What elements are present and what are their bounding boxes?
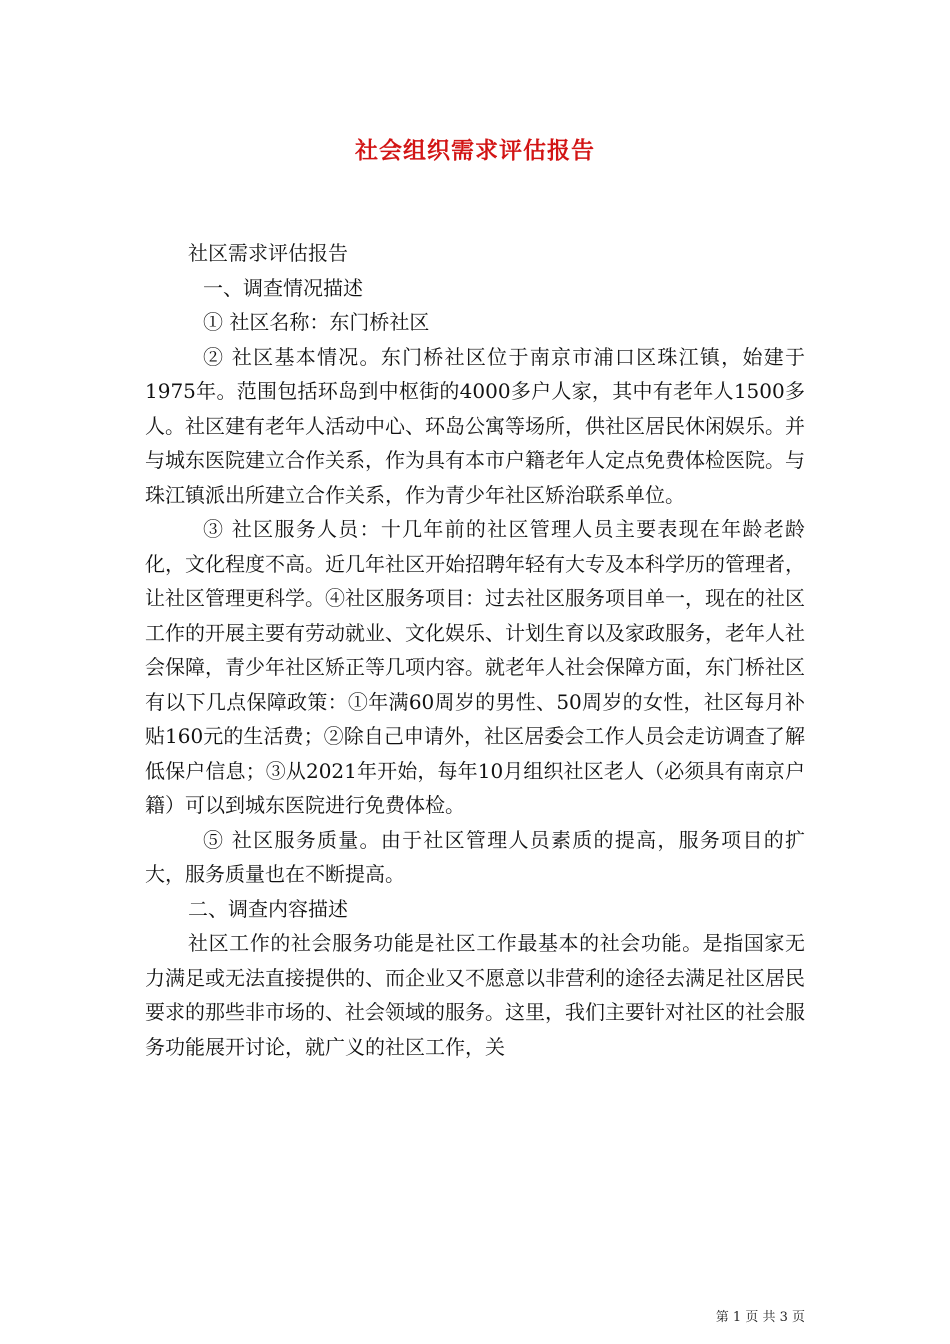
paragraph-service-quality: ⑤ 社区服务质量。由于社区管理人员素质的提高，服务项目的扩大，服务质量也在不断提高。 bbox=[145, 827, 805, 886]
document-title: 社会组织需求评估报告 bbox=[355, 137, 595, 164]
paragraph-section-two-heading: 二、调查内容描述 bbox=[188, 896, 348, 921]
paragraph-report-heading: 社区需求评估报告 bbox=[188, 241, 348, 265]
paragraph-service-staff: ③ 社区服务人员：十几年前的社区管理人员主要表现在年龄老龄化，文化程度不高。近几年社区开始招聘年轻有大专及本科学历的管理者，让社区管理更科学。④社区服务项目：过去社区服务项目单一，现在的社区工作的开展主要有劳动就业、文化娱乐、计划生育以及家政服务，老年人社会保障，青少年社区矫正等几项内容。就老年人社会保障方面，东门桥社区有以下几点保障政策：①年满60周岁的男性、50周岁的女性，社区每月补贴160元的生活费；②除自己申请外，社区居委会工作人员会走访调查了解低保户信息；③从2021年开始，每年10月组织社区老人（必须具有南京户籍）可以到城东医院进行免费体检。 bbox=[145, 517, 805, 817]
paragraph-community-basics: ② 社区基本情况。东门桥社区位于南京市浦口区珠江镇，始建于1975年。范围包括环岛到中枢街的4000多户人家，其中有老年人1500多人。社区建有老年人活动中心、环岛公寓等场所，供社区居民休闲娱乐。并与城东医院建立合作关系，作为具有本市户籍老年人定点免费体检医院。与珠江镇派出所建立合作关系，作为青少年社区矫治联系单位。 bbox=[145, 344, 805, 507]
paragraph-service-function: 社区工作的社会服务功能是社区工作最基本的社会功能。是指国家无力满足或无法直接提供的、而企业又不愿意以非营利的途径去满足社区居民要求的那些非市场的、社会领域的服务。这里，我们主要针对社区的社会服务功能展开讨论，就广义的社区工作，关 bbox=[145, 931, 805, 1059]
paragraph-section-one-heading: 一、调查情况描述 bbox=[203, 275, 363, 300]
document-body bbox=[145, 236, 805, 1064]
paragraph-community-name: ① 社区名称：东门桥社区 bbox=[203, 310, 430, 334]
page-number-footer: 第 1 页 共 3 页 bbox=[715, 1310, 805, 1325]
